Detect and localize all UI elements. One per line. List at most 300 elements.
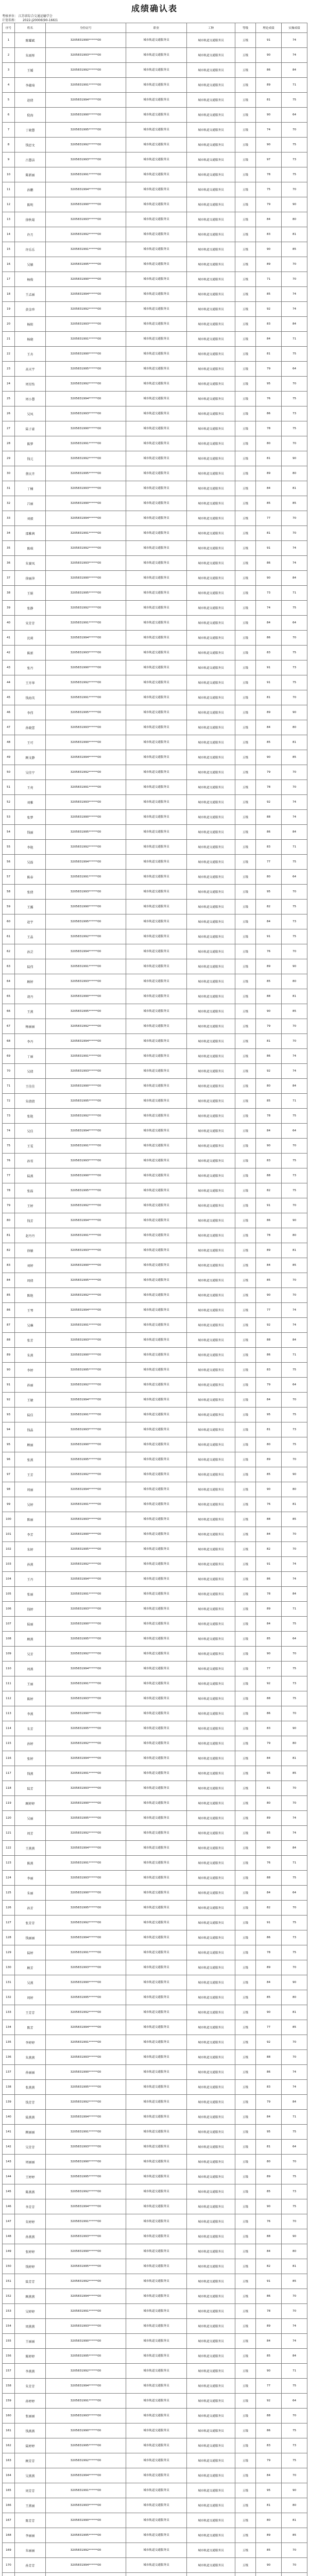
cell-id: 3205831991******00 <box>46 2394 126 2409</box>
cell-id: 3205831992******00 <box>46 541 126 556</box>
cell-th: 84 <box>256 720 282 735</box>
cell-pr: 75 <box>282 1617 307 1632</box>
cell-id: 3205831994******00 <box>46 1124 126 1139</box>
cell-no: 83 <box>3 1258 15 1273</box>
cell-work: 城市轨道交通服务员 <box>187 1004 235 1019</box>
cell-grade: 五级 <box>235 317 256 332</box>
cell-pr: 75 <box>282 138 307 152</box>
cell-work: 城市轨道交通服务员 <box>187 1273 235 1288</box>
cell-post: 城市轨道交通服务员 <box>126 2199 187 2214</box>
cell-id: 3205831995******00 <box>46 466 126 481</box>
cell-id: 3205831994******00 <box>46 1034 126 1049</box>
cell-grade: 五级 <box>235 1557 256 1572</box>
cell-work: 城市轨道交通服务员 <box>187 2543 235 2558</box>
cell-id: 3205831993******00 <box>46 2140 126 2155</box>
cell-no: 34 <box>3 526 15 541</box>
cell-id: 3205831991******00 <box>46 1318 126 1333</box>
cell-pr: 75 <box>282 2424 307 2438</box>
cell-name: 顾芳芳 <box>15 2453 46 2468</box>
col-header: 职业 <box>126 23 187 33</box>
cell-id: 3205831990******00 <box>46 347 126 362</box>
cell-name: 王婷 <box>15 1198 46 1213</box>
cell-work: 城市轨道交通服务员 <box>187 2319 235 2334</box>
cell-grade: 五级 <box>235 1706 256 1721</box>
cell-name: 吴琳 <box>15 1318 46 1333</box>
cell-no: 84 <box>3 1273 15 1288</box>
cell-grade: 五级 <box>235 2394 256 2409</box>
cell-grade: 五级 <box>235 601 256 616</box>
cell-id: 3205831995******00 <box>46 1990 126 2005</box>
cell-grade: 五级 <box>235 1676 256 1691</box>
cell-th: 81 <box>256 1781 282 1796</box>
table-row <box>3 929 307 944</box>
cell-work: 城市轨道交通服务员 <box>187 2289 235 2304</box>
cell-no: 24 <box>3 377 15 392</box>
table-row <box>3 496 307 511</box>
cell-th: 90 <box>256 48 282 63</box>
cell-pr: 74 <box>282 2080 307 2095</box>
cell-th: 92 <box>256 1318 282 1333</box>
cell-post: 城市轨道交通服务员 <box>126 870 187 885</box>
cell-no: 12 <box>3 197 15 212</box>
cell-grade: 五级 <box>235 347 256 362</box>
cell-grade: 五级 <box>235 1587 256 1602</box>
cell-id: 3205831990******00 <box>46 108 126 123</box>
cell-post: 城市轨道交通服务员 <box>126 765 187 780</box>
cell-th: 84 <box>256 212 282 227</box>
table-row <box>3 780 307 795</box>
cell-th: 90 <box>256 1288 282 1303</box>
cell-name: 陆芳 <box>15 1781 46 1796</box>
table-row <box>3 1243 307 1258</box>
table-row <box>3 466 307 481</box>
cell-post: 城市轨道交通服务员 <box>126 2244 187 2259</box>
cell-id: 3205831991******00 <box>46 690 126 705</box>
cell-work: 城市轨道交通服务员 <box>187 1945 235 1960</box>
cell-grade: 五级 <box>235 1303 256 1318</box>
cell-id: 3205831991******00 <box>46 2304 126 2319</box>
table-row <box>3 795 307 810</box>
cell-no: 140 <box>3 2110 15 2125</box>
cell-th: 76 <box>256 944 282 959</box>
cell-work: 城市轨道交通服务员 <box>187 1109 235 1124</box>
cell-th: 77 <box>256 2379 282 2394</box>
cell-grade: 五级 <box>235 123 256 138</box>
cell-pr: 70 <box>282 436 307 451</box>
cell-post: 城市轨道交通服务员 <box>126 1706 187 1721</box>
cell-th: 84 <box>256 1527 282 1542</box>
cell-th: 82 <box>256 1542 282 1557</box>
cell-no: 101 <box>3 1527 15 1542</box>
cell-no: 128 <box>3 1930 15 1945</box>
cell-no: 17 <box>3 272 15 287</box>
table-row <box>3 1049 307 1064</box>
cell-pr: 80 <box>282 1228 307 1243</box>
cell-name: 王孟丽 <box>15 287 46 302</box>
cell-th: 90 <box>256 571 282 586</box>
table-row <box>3 1841 307 1856</box>
cell-post: 城市轨道交通服务员 <box>126 2498 187 2513</box>
cell-no: 115 <box>3 1736 15 1751</box>
cell-id: 3205831993******00 <box>46 2319 126 2334</box>
table-row <box>3 2319 307 2334</box>
cell-post: 城市轨道交通服务员 <box>126 1452 187 1467</box>
cell-post: 城市轨道交通服务员 <box>126 436 187 451</box>
cell-work: 城市轨道交通服务员 <box>187 2244 235 2259</box>
cell-th: 89 <box>256 1960 282 1975</box>
cell-post: 城市轨道交通服务员 <box>126 1154 187 1168</box>
cell-grade: 五级 <box>235 93 256 108</box>
table-row <box>3 1826 307 1841</box>
cell-no: 143 <box>3 2155 15 2170</box>
cell-id: 3205831991******00 <box>46 1945 126 1960</box>
cell-id: 3205831994******00 <box>46 1930 126 1945</box>
cell-grade: 五级 <box>235 675 256 690</box>
cell-pr: 90 <box>282 2229 307 2244</box>
cell-th: 78 <box>256 780 282 795</box>
cell-id: 3205831993******00 <box>46 1781 126 1796</box>
cell-post: 城市轨道交通服务员 <box>126 1796 187 1811</box>
table-row <box>3 347 307 362</box>
cell-th: 84 <box>256 1617 282 1632</box>
cell-grade: 五级 <box>235 1662 256 1676</box>
cell-no: 94 <box>3 1422 15 1437</box>
cell-work: 城市轨道交通服务员 <box>187 1572 235 1587</box>
cell-no: 92 <box>3 1393 15 1408</box>
cell-name: 周倩 <box>15 1273 46 1288</box>
cell-post: 城市轨道交通服务员 <box>126 2409 187 2424</box>
cell-id: 3205831990******00 <box>46 2513 126 2528</box>
cell-pr: 70 <box>282 765 307 780</box>
cell-post: 城市轨道交通服务员 <box>126 735 187 750</box>
cell-pr: 70 <box>282 1796 307 1811</box>
cell-pr: 75 <box>282 1363 307 1378</box>
cell-id: 3205831994******00 <box>46 1393 126 1408</box>
cell-no: 123 <box>3 1856 15 1871</box>
cell-pr: 74 <box>282 1318 307 1333</box>
table-row <box>3 1139 307 1154</box>
cell-name: 陈春 <box>15 870 46 885</box>
cell-no: 100 <box>3 1512 15 1527</box>
cell-work: 城市轨道交通服务员 <box>187 1856 235 1871</box>
cell-th: 81 <box>256 93 282 108</box>
cell-pr: 85 <box>282 1766 307 1781</box>
exam-unit: 考核单位： 江苏省综合交通运输学会 <box>2 14 53 18</box>
cell-no: 40 <box>3 616 15 631</box>
cell-grade: 五级 <box>235 929 256 944</box>
cell-th: 90 <box>256 1004 282 1019</box>
cell-pr: 84 <box>282 2095 307 2110</box>
cell-post: 城市轨道交通服务员 <box>126 2424 187 2438</box>
table-row <box>3 2020 307 2035</box>
cell-grade: 五级 <box>235 1542 256 1557</box>
cell-grade: 五级 <box>235 1916 256 1930</box>
cell-work: 城市轨道交通服务员 <box>187 810 235 825</box>
cell-name: 邵雅茜 <box>15 526 46 541</box>
cell-post: 城市轨道交通服务员 <box>126 451 187 466</box>
cell-no: 68 <box>3 1034 15 1049</box>
cell-work: 城市轨道交通服务员 <box>187 2483 235 2498</box>
cell-pr: 74 <box>282 1572 307 1587</box>
cell-id: 3205831995******00 <box>46 2080 126 2095</box>
cell-id: 3205831990******00 <box>46 1975 126 1990</box>
cell-work: 城市轨道交通服务员 <box>187 1796 235 1811</box>
cell-post: 城市轨道交通服务员 <box>126 1557 187 1572</box>
cell-pr: 71 <box>282 332 307 347</box>
cell-grade: 五级 <box>235 1124 256 1139</box>
cell-name: 钱思文 <box>15 138 46 152</box>
cell-work: 城市轨道交通服务员 <box>187 556 235 571</box>
table-row <box>3 1452 307 1467</box>
cell-pr: 64 <box>282 108 307 123</box>
cell-id <box>46 2573 126 2576</box>
cell-th: 79 <box>256 1378 282 1393</box>
table-row <box>3 1751 307 1766</box>
cell-id: 3205831992******00 <box>46 227 126 242</box>
cell-pr: 85 <box>282 2274 307 2289</box>
cell-grade: 五级 <box>235 810 256 825</box>
cell-grade: 五级 <box>235 2334 256 2349</box>
cell-no: 90 <box>3 1363 15 1378</box>
cell-id: 3205831993******00 <box>46 1512 126 1527</box>
cell-grade: 五级 <box>235 1691 256 1706</box>
cell-th: 76 <box>256 2214 282 2229</box>
table-row <box>3 1632 307 1647</box>
cell-post: 城市轨道交通服务员 <box>126 1542 187 1557</box>
table-row <box>3 1602 307 1617</box>
cell-post: 城市轨道交通服务员 <box>126 2289 187 2304</box>
cell-work: 城市轨道交通服务员 <box>187 1781 235 1796</box>
cell-pr: 71 <box>282 78 307 93</box>
cell-post: 城市轨道交通服务员 <box>126 825 187 840</box>
cell-grade: 五级 <box>235 944 256 959</box>
table-row <box>3 1378 307 1393</box>
cell-pr: 85 <box>282 2020 307 2035</box>
cell-name: 朱燕燕 <box>15 2050 46 2065</box>
cell-post: 城市轨道交通服务员 <box>126 1736 187 1751</box>
cell-no: 155 <box>3 2334 15 2349</box>
cell-post: 城市轨道交通服务员 <box>126 317 187 332</box>
cell-pr: 70 <box>282 1960 307 1975</box>
cell-id: 3205831994******00 <box>46 93 126 108</box>
cell-name: 吕慧洁 <box>15 152 46 167</box>
cell-post: 城市轨道交通服务员 <box>126 406 187 421</box>
cell-pr: 73 <box>282 2438 307 2453</box>
cell-id: 3205831994******00 <box>46 750 126 765</box>
cell-pr: 75 <box>282 900 307 914</box>
cell-grade: 五级 <box>235 900 256 914</box>
cell-id: 3205831992******00 <box>46 1736 126 1751</box>
cell-name: 张磊 <box>15 1183 46 1198</box>
table-row <box>3 810 307 825</box>
cell-post: 城市轨道交通服务员 <box>126 2379 187 2394</box>
cell-id: 3205831995******00 <box>46 362 126 377</box>
cell-name: 张丹 <box>15 660 46 675</box>
cell-grade: 五级 <box>235 1617 256 1632</box>
cell-id: 3205831992******00 <box>46 63 126 78</box>
cell-th: 86 <box>256 1213 282 1228</box>
cell-grade: 五级 <box>235 1602 256 1617</box>
table-row <box>3 1721 307 1736</box>
cell-work: 城市轨道交通服务员 <box>187 1034 235 1049</box>
cell-post: 城市轨道交通服务员 <box>126 2394 187 2409</box>
cell-post: 城市轨道交通服务员 <box>126 1139 187 1154</box>
cell-id: 3205831991******00 <box>46 1587 126 1602</box>
cell-id: 3205831990******00 <box>46 2334 126 2349</box>
cell-name: 陈耀斌 <box>15 33 46 48</box>
cell-name: 吴磊 <box>15 855 46 870</box>
cell-work: 城市轨道交通服务员 <box>187 541 235 556</box>
cell-post: 城市轨道交通服务员 <box>126 1467 187 1482</box>
cell-grade: 五级 <box>235 2199 256 2214</box>
cell-th: 79 <box>256 1736 282 1751</box>
cell-id: 3205831995******00 <box>46 1273 126 1288</box>
cell-pr: 75 <box>282 675 307 690</box>
cell-pr: 74 <box>282 1064 307 1079</box>
cell-name: 王敏 <box>15 1393 46 1408</box>
cell-pr: 70 <box>282 1288 307 1303</box>
cell-no: 38 <box>3 586 15 601</box>
cell-pr: 75 <box>282 392 307 406</box>
cell-name <box>15 2573 46 2576</box>
cell-work: 城市轨道交通服务员 <box>187 1975 235 1990</box>
table-row <box>3 840 307 855</box>
cell-id: 3205831991******00 <box>46 242 126 257</box>
cell-th: 77 <box>256 511 282 526</box>
cell-pr: 70 <box>282 1781 307 1796</box>
cell-th: 91 <box>256 1916 282 1930</box>
cell-post: 城市轨道交通服务员 <box>126 2080 187 2095</box>
table-row <box>3 1766 307 1781</box>
cell-id: 3205831992******00 <box>46 2095 126 2110</box>
cell-grade: 五级 <box>235 1871 256 1886</box>
table-row <box>3 586 307 601</box>
cell-id: 3205831990******00 <box>46 1079 126 1094</box>
cell-id: 3205831994******00 <box>46 1572 126 1587</box>
cell-name: 孙燕燕 <box>15 2229 46 2244</box>
cell-grade: 五级 <box>235 1004 256 1019</box>
cell-id: 3205831993******00 <box>46 720 126 735</box>
table-row <box>3 2349 307 2364</box>
cell-th: 90 <box>256 138 282 152</box>
cell-no: 23 <box>3 362 15 377</box>
cell-th: 82 <box>256 1183 282 1198</box>
cell-work: 城市轨道交通服务员 <box>187 870 235 885</box>
table-row <box>3 1034 307 1049</box>
cell-work: 城市轨道交通服务员 <box>187 272 235 287</box>
cell-id: 3205831993******00 <box>46 152 126 167</box>
table-row <box>3 481 307 496</box>
cell-grade: 五级 <box>235 332 256 347</box>
cell-no: 13 <box>3 212 15 227</box>
table-row <box>3 1079 307 1094</box>
cell-pr: 80 <box>282 1482 307 1497</box>
cell-no: 98 <box>3 1482 15 1497</box>
cell-post: 城市轨道交通服务员 <box>126 750 187 765</box>
cell-id: 3205831994******00 <box>46 1303 126 1318</box>
cell-pr: 64 <box>282 1886 307 1901</box>
cell-grade: 五级 <box>235 959 256 974</box>
cell-th: 80 <box>256 436 282 451</box>
cell-post: 城市轨道交通服务员 <box>126 616 187 631</box>
table-row <box>3 421 307 436</box>
table-row <box>3 556 307 571</box>
cell-th: 91 <box>256 929 282 944</box>
cell-work: 城市轨道交通服务员 <box>187 1676 235 1691</box>
cell-name: 顾婷婷 <box>15 1796 46 1811</box>
cell-name: 徐敏 <box>15 1243 46 1258</box>
table-row <box>3 2528 307 2543</box>
cell-post: 城市轨道交通服务员 <box>126 1512 187 1527</box>
table-row <box>3 675 307 690</box>
cell-work: 城市轨道交通服务员 <box>187 63 235 78</box>
cell-pr: 73 <box>282 152 307 167</box>
cell-post: 城市轨道交通服务员 <box>126 1856 187 1871</box>
cell-pr: 81 <box>282 1243 307 1258</box>
cell-post: 城市轨道交通服务员 <box>126 2558 187 2573</box>
cell-pr: 75 <box>282 2379 307 2394</box>
cell-pr: 85 <box>282 1512 307 1527</box>
cell-name: 王佳佳 <box>15 1079 46 1094</box>
cell-id: 3205831994******00 <box>46 1841 126 1856</box>
cell-th: 78 <box>256 1109 282 1124</box>
cell-grade: 五级 <box>235 1841 256 1856</box>
cell-pr: 70 <box>282 1034 307 1049</box>
cell-grade: 五级 <box>235 1408 256 1422</box>
cell-no: 106 <box>3 1602 15 1617</box>
table-row <box>3 1811 307 1826</box>
cell-work: 城市轨道交通服务员 <box>187 1617 235 1632</box>
table-row <box>3 197 307 212</box>
cell-th: 88 <box>256 1691 282 1706</box>
cell-post: 城市轨道交通服务员 <box>126 1497 187 1512</box>
cell-grade: 五级 <box>235 1512 256 1527</box>
cell-name: 王露 <box>15 900 46 914</box>
cell-th: 85 <box>256 1094 282 1109</box>
cell-post: 城市轨道交通服务员 <box>126 1811 187 1826</box>
cell-grade: 五级 <box>235 974 256 989</box>
cell-th: 91 <box>256 541 282 556</box>
cell-th: 85 <box>256 1273 282 1288</box>
cell-grade: 五级 <box>235 182 256 197</box>
cell-pr: 70 <box>282 272 307 287</box>
cell-pr: 70 <box>282 2304 307 2319</box>
table-row <box>3 2035 307 2050</box>
cell-work <box>187 2573 235 2576</box>
cell-name: 张芳 <box>15 1333 46 1348</box>
cell-grade: 五级 <box>235 1034 256 1049</box>
cell-no: 138 <box>3 2080 15 2095</box>
cell-no: 44 <box>3 675 15 690</box>
cell-no: 136 <box>3 2050 15 2065</box>
cell-grade: 五级 <box>235 2140 256 2155</box>
cell-grade: 五级 <box>235 1482 256 1497</box>
cell-work: 城市轨道交通服务员 <box>187 2468 235 2483</box>
cell-grade: 五级 <box>235 1751 256 1766</box>
cell-name: 顾燕 <box>15 1632 46 1647</box>
cell-name: 王丽丽 <box>15 2334 46 2349</box>
table-row <box>3 138 307 152</box>
cell-pr: 74 <box>282 1303 307 1318</box>
cell-post: 城市轨道交通服务员 <box>126 1766 187 1781</box>
table-row <box>3 1258 307 1273</box>
cell-id: 3205831993******00 <box>46 1871 126 1886</box>
cell-grade: 五级 <box>235 406 256 421</box>
cell-th: 90 <box>256 2005 282 2020</box>
cell-name: 赵宇 <box>15 914 46 929</box>
cell-pr <box>282 2573 307 2576</box>
cell-name: 朱芳芳 <box>15 2379 46 2394</box>
